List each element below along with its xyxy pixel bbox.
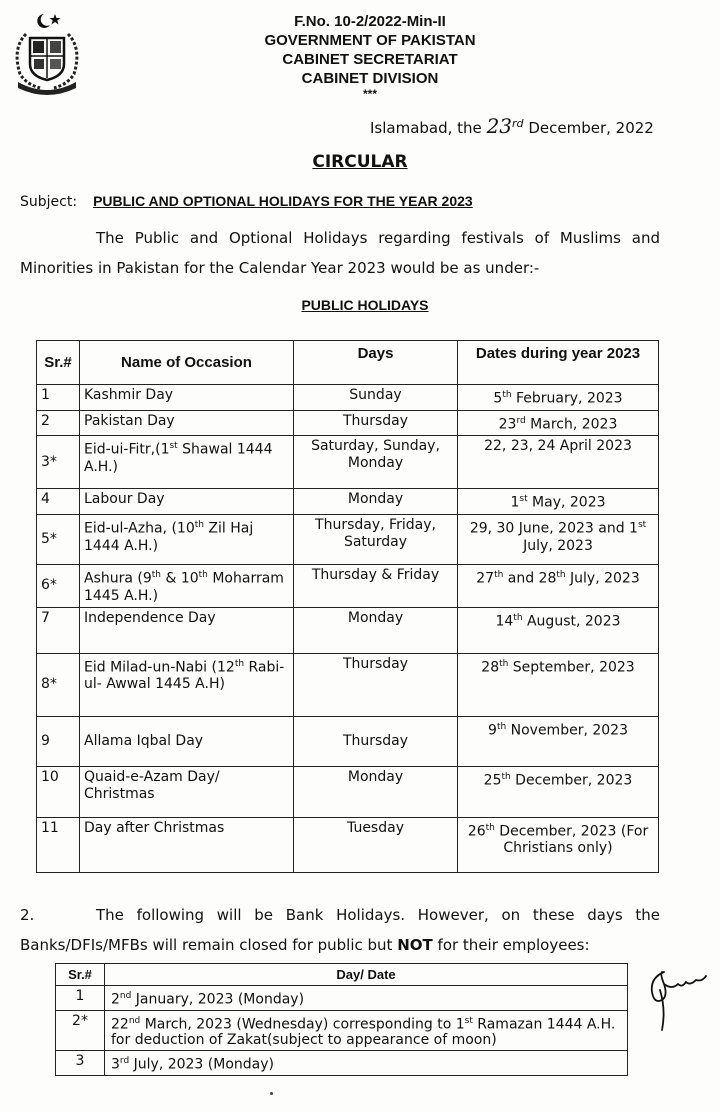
cell-occasion: Ashura (9th & 10th Moharram 1445 A.H.) [80,564,294,607]
table-row [37,817,659,872]
table-row [37,410,659,436]
cell-sr: 1 [56,986,105,1011]
cell-day-date: 2nd January, 2023 (Monday) [105,986,628,1011]
cell-date: 9th November, 2023 [458,716,659,766]
cell-sr: 5* [37,514,80,564]
scan-speck [270,1092,273,1095]
cell-days: Tuesday [294,817,458,872]
cell-occasion: Day after Christmas [80,817,294,872]
cell-sr: 6* [37,564,80,607]
place-and-date [370,114,654,138]
cell-day-date: 3rd July, 2023 (Monday) [105,1051,628,1076]
cell-occasion: Eid-ul-Azha, (10th Zil Haj 1444 A.H.) [80,514,294,564]
header-separator: *** [362,87,377,101]
table-row [37,436,659,489]
cell-sr: 7 [37,607,80,653]
cell-sr: 2 [37,410,80,436]
cell-date: 23rd March, 2023 [458,410,659,436]
secretariat-name: CABINET SECRETARIAT [282,51,458,68]
bank-holidays-table [55,963,628,1076]
cell-occasion: Quaid-e-Azam Day/ Christmas [80,766,294,817]
day-suffix: rd [512,117,524,130]
cell-sr: 3 [56,1051,105,1076]
cell-days: Thursday [294,716,458,766]
cell-date: 25th December, 2023 [458,766,659,817]
bank-para-text-after: for their employees: [432,936,590,954]
letterhead [0,12,720,100]
cell-days: Sunday [294,385,458,411]
cell-occasion: Labour Day [80,489,294,515]
cell-occasion: Independence Day [80,607,294,653]
cell-date: 14th August, 2023 [458,607,659,653]
cell-occasion: Eid-ui-Fitr,(1st Shawal 1444 A.H.) [80,436,294,489]
cell-date: 5th February, 2023 [458,385,659,411]
cell-date: 22, 23, 24 April 2023 [458,436,659,489]
cell-days: Thursday & Friday [294,564,458,607]
cell-sr: 1 [37,385,80,411]
table-row [37,716,659,766]
cell-days: Monday [294,766,458,817]
cell-date: 1st May, 2023 [458,489,659,515]
table-row [37,489,659,515]
file-number: F.No. 10-2/2022-Min-II [294,13,446,30]
intro-paragraph: The Public and Optional Holidays regarding festivals of Muslims and Minorities in Pakistan for the Calendar Year 2023 would be as under:- [20,229,660,277]
table-row [56,986,628,1011]
public-holidays-table [36,340,659,873]
cell-days: Thursday [294,653,458,716]
table-row [56,1010,628,1051]
cell-date: 28th September, 2023 [458,653,659,716]
table-row [37,564,659,607]
table-row [37,514,659,564]
table-row [37,653,659,716]
cell-date: 26th December, 2023 (For Christians only) [458,817,659,872]
public-holidays-heading: PUBLIC HOLIDAYS [301,297,429,313]
cell-sr: 3* [37,436,80,489]
cell-occasion: Allama Iqbal Day [80,716,294,766]
bank-para-text-before: The following will be Bank Holidays. However, on these days the Banks/DFIs/MFBs will remain closed for public but [20,906,660,954]
cell-sr: 8* [37,653,80,716]
subject-line [20,193,473,210]
cell-sr: 10 [37,766,80,817]
cell-occasion: Eid Milad-un-Nabi (12th Rabi-ul- Awwal 1445 A.H) [80,653,294,716]
table-header-row [56,964,628,986]
place-prefix: Islamabad, the [370,119,482,137]
cell-occasion: Pakistan Day [80,410,294,436]
table-row [37,385,659,411]
column-header-days: Days [294,341,458,385]
cell-sr: 4 [37,489,80,515]
paragraph-number: 2. [20,906,35,924]
cell-sr: 9 [37,716,80,766]
cell-sr: 2* [56,1010,105,1051]
column-header-sr: Sr.# [56,964,105,986]
cell-days: Thursday, Friday, Saturday [294,514,458,564]
column-header-sr: Sr.# [37,341,80,385]
column-header-dates: Dates during year 2023 [458,341,659,385]
cell-occasion: Kashmir Day [80,385,294,411]
subject-label: Subject: [20,194,78,210]
bank-para-emphasis: NOT [397,936,433,954]
division-name: CABINET DIVISION [301,70,439,87]
month-year: December, 2022 [528,119,654,137]
document-title: CIRCULAR [312,152,408,172]
bank-holidays-paragraph [20,900,660,960]
cell-days: Saturday, Sunday, Monday [294,436,458,489]
signature-icon [640,960,712,1040]
table-row [37,607,659,653]
subject-text: PUBLIC AND OPTIONAL HOLIDAYS FOR THE YEAR 2023 [93,193,473,209]
cell-day-date: 22nd March, 2023 (Wednesday) corresponding to 1st Ramazan 1444 A.H. for deduction of Zakat(subject to appearance of moon) [105,1010,628,1051]
handwritten-day: 23 [486,114,513,138]
cell-date: 29, 30 June, 2023 and 1st July, 2023 [458,514,659,564]
cell-days: Monday [294,607,458,653]
column-header-occasion: Name of Occasion [80,341,294,385]
column-header-day-date: Day/ Date [105,964,628,986]
government-name: GOVERNMENT OF PAKISTAN [264,32,476,49]
table-row [37,766,659,817]
cell-days: Monday [294,489,458,515]
cell-date: 27th and 28th July, 2023 [458,564,659,607]
table-row [56,1051,628,1076]
cell-sr: 11 [37,817,80,872]
table-header-row [37,341,659,385]
cell-days: Thursday [294,410,458,436]
